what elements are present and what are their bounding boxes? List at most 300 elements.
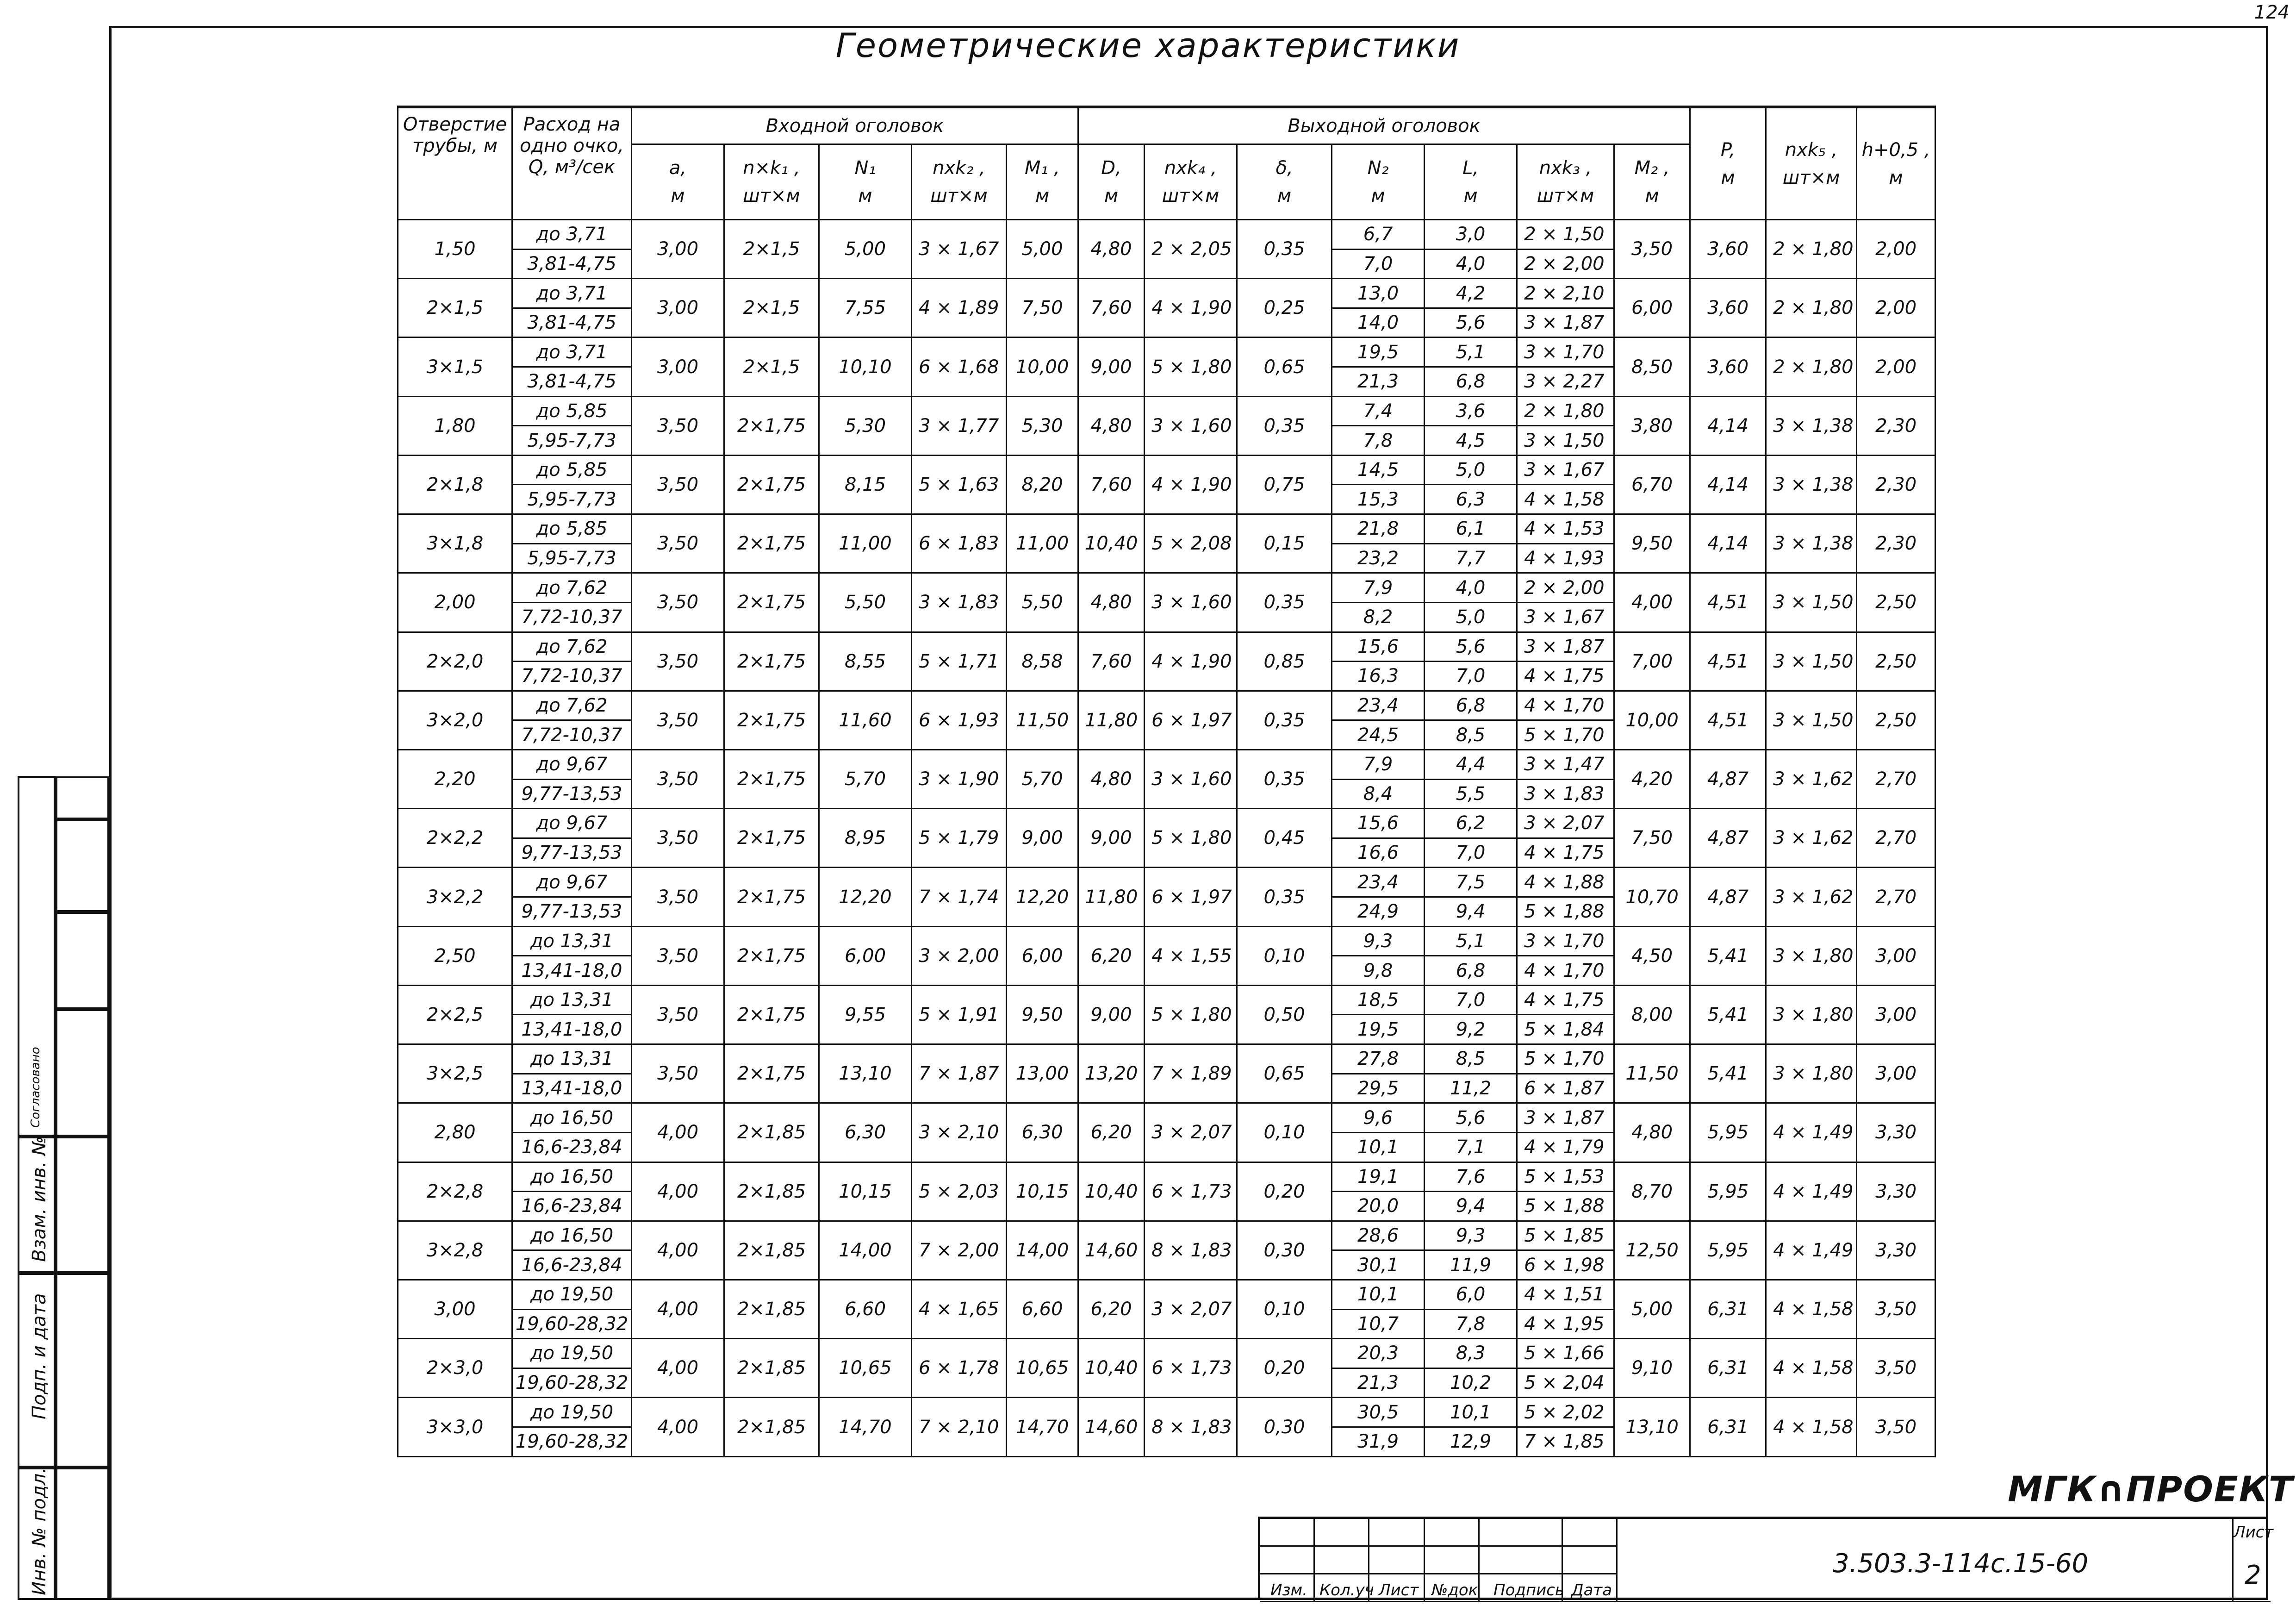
cell-N2: 20,3 — [1332, 1339, 1425, 1368]
cell-nk1: 2×1,75 — [724, 632, 819, 691]
cell-nk3: 2 × 1,80 — [1517, 396, 1614, 426]
cell-nk3: 3 × 2,27 — [1517, 367, 1614, 397]
cell-opening: 3×2,0 — [398, 691, 512, 750]
table-row — [398, 1280, 1935, 1309]
cell-N2: 21,8 — [1332, 514, 1425, 544]
cell-N2: 24,5 — [1332, 720, 1425, 750]
cell-flow-range: 13,41-18,0 — [512, 1015, 632, 1044]
table-row — [398, 1339, 1935, 1368]
cell-N2: 9,6 — [1332, 1103, 1425, 1133]
company-logo: МГК∩ПРОЕКТ — [2008, 1468, 2294, 1510]
cell-L: 4,0 — [1425, 573, 1517, 603]
cell-P: 4,51 — [1690, 691, 1766, 750]
cell-nk5: 3 × 1,80 — [1766, 926, 1857, 985]
cell-D: 4,80 — [1078, 573, 1145, 632]
cell-opening: 2,00 — [398, 573, 512, 632]
cell-M2: 8,50 — [1614, 337, 1690, 396]
cell-h: 2,70 — [1857, 750, 1935, 808]
table-row — [398, 1044, 1935, 1074]
cell-flow-upto: до 19,50 — [512, 1280, 632, 1309]
tb-label-list: Лист — [1379, 1581, 1419, 1599]
cell-N2: 19,1 — [1332, 1162, 1425, 1192]
cell-P: 6,31 — [1690, 1280, 1766, 1338]
cell-M1: 7,50 — [1007, 279, 1078, 337]
cell-M1: 5,70 — [1007, 750, 1078, 808]
cell-a: 3,50 — [632, 632, 724, 691]
table-row — [398, 1162, 1935, 1192]
cell-L: 4,2 — [1425, 279, 1517, 308]
cell-a: 3,50 — [632, 396, 724, 455]
cell-P: 4,14 — [1690, 396, 1766, 455]
page-title: Геометрические характеристики — [835, 26, 1461, 65]
cell-N1: 14,00 — [819, 1221, 912, 1280]
cell-opening: 2×3,0 — [398, 1339, 512, 1398]
cell-a: 4,00 — [632, 1162, 724, 1221]
cell-N1: 11,60 — [819, 691, 912, 750]
cell-nk4: 4 × 1,90 — [1145, 632, 1237, 691]
header-M1: M₁ , м — [1007, 144, 1078, 220]
cell-a: 4,00 — [632, 1221, 724, 1280]
cell-L: 9,2 — [1425, 1015, 1517, 1044]
cell-nk5: 3 × 1,50 — [1766, 632, 1857, 691]
cell-h: 2,00 — [1857, 337, 1935, 396]
cell-nk1: 2×1,5 — [724, 220, 819, 279]
cell-M2: 5,00 — [1614, 1280, 1690, 1338]
cell-delta: 0,45 — [1237, 809, 1332, 868]
cell-nk3: 3 × 1,67 — [1517, 455, 1614, 485]
cell-L: 7,0 — [1425, 985, 1517, 1015]
cell-h: 3,30 — [1857, 1162, 1935, 1221]
cell-L: 7,5 — [1425, 868, 1517, 897]
cell-nk5: 3 × 1,38 — [1766, 396, 1857, 455]
cell-L: 11,2 — [1425, 1074, 1517, 1103]
cell-M1: 14,00 — [1007, 1221, 1078, 1280]
cell-N2: 6,7 — [1332, 220, 1425, 250]
cell-M1: 11,00 — [1007, 514, 1078, 573]
header-flow: Расход на одно очко, Q, м³/сек — [512, 107, 632, 220]
cell-delta: 0,30 — [1237, 1398, 1332, 1457]
cell-N1: 6,00 — [819, 926, 912, 985]
side-label-inv: Инв. № подл. — [29, 1468, 50, 1595]
side-label-replace: Взам. инв. № — [29, 1136, 50, 1262]
table-row — [398, 926, 1935, 956]
cell-delta: 0,35 — [1237, 868, 1332, 926]
cell-opening: 3×1,8 — [398, 514, 512, 573]
tb-cell — [1315, 1519, 1369, 1547]
cell-D: 4,80 — [1078, 220, 1145, 279]
cell-M2: 7,50 — [1614, 809, 1690, 868]
cell-h: 2,30 — [1857, 514, 1935, 573]
cell-D: 4,80 — [1078, 750, 1145, 808]
side-line — [56, 910, 109, 914]
cell-N1: 10,10 — [819, 337, 912, 396]
cell-L: 6,1 — [1425, 514, 1517, 544]
header-N1: N₁ м — [819, 144, 912, 220]
cell-nk3: 3 × 1,67 — [1517, 602, 1614, 632]
header-D: D, м — [1078, 144, 1145, 220]
cell-nk2: 3 × 1,77 — [912, 396, 1007, 455]
cell-M2: 9,50 — [1614, 514, 1690, 573]
cell-nk5: 3 × 1,80 — [1766, 1044, 1857, 1103]
cell-opening: 2×2,5 — [398, 985, 512, 1044]
cell-h: 3,30 — [1857, 1103, 1935, 1162]
header-P: P, м — [1690, 107, 1766, 220]
cell-nk3: 5 × 1,88 — [1517, 897, 1614, 927]
tb-cell — [1425, 1547, 1480, 1574]
cell-nk3: 6 × 1,98 — [1517, 1250, 1614, 1280]
cell-M1: 10,00 — [1007, 337, 1078, 396]
cell-D: 6,20 — [1078, 1103, 1145, 1162]
cell-D: 9,00 — [1078, 809, 1145, 868]
table-row — [398, 337, 1935, 367]
cell-a: 3,50 — [632, 691, 724, 750]
cell-L: 3,6 — [1425, 396, 1517, 426]
header-opening: Отверстие трубы, м — [398, 107, 512, 220]
cell-D: 10,40 — [1078, 514, 1145, 573]
cell-nk3: 3 × 1,50 — [1517, 426, 1614, 456]
cell-nk3: 5 × 1,70 — [1517, 1044, 1614, 1074]
cell-nk1: 2×1,75 — [724, 1044, 819, 1103]
cell-opening: 3×1,5 — [398, 337, 512, 396]
cell-h: 2,00 — [1857, 279, 1935, 337]
cell-N2: 31,9 — [1332, 1427, 1425, 1456]
side-stamp-outer — [56, 776, 109, 1600]
cell-M2: 13,10 — [1614, 1398, 1690, 1457]
cell-opening: 3×2,2 — [398, 868, 512, 926]
cell-M2: 8,70 — [1614, 1162, 1690, 1221]
cell-N1: 7,55 — [819, 279, 912, 337]
cell-nk4: 3 × 1,60 — [1145, 750, 1237, 808]
cell-N2: 27,8 — [1332, 1044, 1425, 1074]
cell-nk4: 4 × 1,55 — [1145, 926, 1237, 985]
cell-nk3: 2 × 2,00 — [1517, 573, 1614, 603]
cell-N1: 5,70 — [819, 750, 912, 808]
cell-opening: 3×3,0 — [398, 1398, 512, 1457]
cell-L: 5,1 — [1425, 926, 1517, 956]
cell-N2: 7,4 — [1332, 396, 1425, 426]
cell-N2: 9,8 — [1332, 956, 1425, 986]
cell-N2: 7,9 — [1332, 750, 1425, 779]
cell-D: 7,60 — [1078, 632, 1145, 691]
header-nk4: nxk₄ , шт×м — [1145, 144, 1237, 220]
cell-P: 3,60 — [1690, 220, 1766, 279]
cell-nk3: 4 × 1,75 — [1517, 838, 1614, 868]
cell-nk4: 6 × 1,73 — [1145, 1339, 1237, 1398]
tb-cell — [1315, 1547, 1369, 1574]
cell-nk3: 2 × 2,00 — [1517, 249, 1614, 279]
cell-nk3: 6 × 1,87 — [1517, 1074, 1614, 1103]
tb-label-kolich: Кол.уч — [1319, 1581, 1374, 1599]
cell-nk3: 7 × 1,85 — [1517, 1427, 1614, 1456]
table-row — [398, 220, 1935, 250]
cell-nk4: 5 × 1,80 — [1145, 337, 1237, 396]
cell-a: 3,00 — [632, 279, 724, 337]
cell-D: 11,80 — [1078, 691, 1145, 750]
cell-h: 2,50 — [1857, 632, 1935, 691]
sheet-number: 2 — [2245, 1560, 2261, 1590]
cell-N2: 7,8 — [1332, 426, 1425, 456]
cell-M1: 14,70 — [1007, 1398, 1078, 1457]
cell-M2: 4,80 — [1614, 1103, 1690, 1162]
cell-M1: 8,58 — [1007, 632, 1078, 691]
header-delta: δ, м — [1237, 144, 1332, 220]
cell-flow-upto: до 5,85 — [512, 514, 632, 544]
cell-D: 10,40 — [1078, 1162, 1145, 1221]
cell-nk5: 3 × 1,50 — [1766, 573, 1857, 632]
cell-nk3: 4 × 1,51 — [1517, 1280, 1614, 1309]
cell-nk4: 6 × 1,97 — [1145, 868, 1237, 926]
table-row — [398, 455, 1935, 485]
cell-opening: 2×2,2 — [398, 809, 512, 868]
cell-M2: 7,00 — [1614, 632, 1690, 691]
cell-L: 10,2 — [1425, 1368, 1517, 1398]
cell-N1: 13,10 — [819, 1044, 912, 1103]
cell-P: 5,95 — [1690, 1221, 1766, 1280]
cell-P: 4,14 — [1690, 514, 1766, 573]
cell-nk3: 3 × 1,47 — [1517, 750, 1614, 779]
cell-h: 2,70 — [1857, 809, 1935, 868]
cell-flow-upto: до 13,31 — [512, 985, 632, 1015]
cell-nk5: 3 × 1,38 — [1766, 455, 1857, 514]
cell-L: 7,1 — [1425, 1132, 1517, 1162]
cell-nk3: 4 × 1,88 — [1517, 868, 1614, 897]
cell-flow-upto: до 3,71 — [512, 279, 632, 308]
cell-nk2: 6 × 1,93 — [912, 691, 1007, 750]
cell-N1: 6,60 — [819, 1280, 912, 1338]
cell-nk3: 4 × 1,53 — [1517, 514, 1614, 544]
cell-N2: 24,9 — [1332, 897, 1425, 927]
cell-nk3: 3 × 1,87 — [1517, 308, 1614, 337]
cell-delta: 0,35 — [1237, 396, 1332, 455]
cell-M1: 11,50 — [1007, 691, 1078, 750]
cell-N2: 23,4 — [1332, 691, 1425, 720]
table-row — [398, 396, 1935, 426]
cell-nk4: 8 × 1,83 — [1145, 1221, 1237, 1280]
cell-N1: 10,15 — [819, 1162, 912, 1221]
tb-label-ndok: №док — [1431, 1581, 1478, 1599]
cell-flow-range: 3,81-4,75 — [512, 308, 632, 337]
cell-M2: 3,50 — [1614, 220, 1690, 279]
cell-opening: 2,80 — [398, 1103, 512, 1162]
cell-a: 4,00 — [632, 1398, 724, 1457]
cell-h: 2,30 — [1857, 455, 1935, 514]
cell-nk2: 4 × 1,65 — [912, 1280, 1007, 1338]
cell-nk3: 5 × 1,70 — [1517, 720, 1614, 750]
cell-L: 6,0 — [1425, 1280, 1517, 1309]
cell-nk3: 5 × 1,85 — [1517, 1221, 1614, 1250]
cell-opening: 3×2,5 — [398, 1044, 512, 1103]
cell-M1: 6,00 — [1007, 926, 1078, 985]
header-nk5: nxk₅ , шт×м — [1766, 107, 1857, 220]
page-number: 124 — [2254, 2, 2290, 23]
cell-nk5: 3 × 1,62 — [1766, 750, 1857, 808]
cell-opening: 3×2,8 — [398, 1221, 512, 1280]
cell-N2: 7,0 — [1332, 249, 1425, 279]
table-row — [398, 514, 1935, 544]
cell-flow-upto: до 13,31 — [512, 926, 632, 956]
geometry-table — [397, 106, 1936, 1457]
cell-M2: 4,20 — [1614, 750, 1690, 808]
cell-flow-upto: до 3,71 — [512, 220, 632, 250]
cell-delta: 0,30 — [1237, 1221, 1332, 1280]
cell-nk3: 3 × 1,83 — [1517, 779, 1614, 809]
table-row — [398, 279, 1935, 308]
cell-P: 5,41 — [1690, 985, 1766, 1044]
table-row — [398, 573, 1935, 603]
cell-flow-range: 5,95-7,73 — [512, 543, 632, 573]
cell-D: 7,60 — [1078, 279, 1145, 337]
header-h: h+0,5 , м — [1857, 107, 1935, 220]
cell-nk3: 5 × 2,02 — [1517, 1398, 1614, 1427]
cell-h: 3,00 — [1857, 1044, 1935, 1103]
cell-nk3: 5 × 2,04 — [1517, 1368, 1614, 1398]
cell-nk2: 6 × 1,78 — [912, 1339, 1007, 1398]
cell-a: 3,00 — [632, 337, 724, 396]
cell-M2: 12,50 — [1614, 1221, 1690, 1280]
cell-P: 4,87 — [1690, 809, 1766, 868]
cell-flow-upto: до 16,50 — [512, 1221, 632, 1250]
cell-h: 3,50 — [1857, 1280, 1935, 1338]
cell-P: 3,60 — [1690, 337, 1766, 396]
cell-delta: 0,20 — [1237, 1162, 1332, 1221]
cell-D: 14,60 — [1078, 1398, 1145, 1457]
cell-opening: 3,00 — [398, 1280, 512, 1338]
cell-nk2: 6 × 1,83 — [912, 514, 1007, 573]
cell-nk5: 4 × 1,58 — [1766, 1398, 1857, 1457]
cell-M2: 6,70 — [1614, 455, 1690, 514]
table-row — [398, 809, 1935, 838]
cell-a: 3,50 — [632, 868, 724, 926]
cell-nk5: 4 × 1,58 — [1766, 1339, 1857, 1398]
cell-L: 9,4 — [1425, 1192, 1517, 1221]
cell-N1: 5,00 — [819, 220, 912, 279]
cell-nk2: 5 × 1,91 — [912, 985, 1007, 1044]
cell-nk5: 4 × 1,49 — [1766, 1103, 1857, 1162]
cell-nk4: 3 × 2,07 — [1145, 1280, 1237, 1338]
cell-L: 9,3 — [1425, 1221, 1517, 1250]
cell-nk4: 8 × 1,83 — [1145, 1398, 1237, 1457]
cell-delta: 0,65 — [1237, 337, 1332, 396]
cell-a: 4,00 — [632, 1280, 724, 1338]
cell-N1: 10,65 — [819, 1339, 912, 1398]
cell-opening: 2×1,5 — [398, 279, 512, 337]
header-N2: N₂ м — [1332, 144, 1425, 220]
cell-D: 6,20 — [1078, 1280, 1145, 1338]
cell-delta: 0,85 — [1237, 632, 1332, 691]
document-number: 3.503.3-114с.15-60 — [1833, 1549, 2089, 1579]
cell-nk1: 2×1,75 — [724, 396, 819, 455]
cell-flow-range: 19,60-28,32 — [512, 1427, 632, 1456]
cell-D: 9,00 — [1078, 337, 1145, 396]
cell-L: 4,4 — [1425, 750, 1517, 779]
cell-flow-range: 5,95-7,73 — [512, 485, 632, 514]
cell-nk3: 4 × 1,70 — [1517, 956, 1614, 986]
cell-nk2: 3 × 1,83 — [912, 573, 1007, 632]
cell-h: 2,00 — [1857, 220, 1935, 279]
cell-flow-range: 3,81-4,75 — [512, 249, 632, 279]
cell-delta: 0,75 — [1237, 455, 1332, 514]
cell-flow-upto: до 19,50 — [512, 1398, 632, 1427]
cell-h: 2,50 — [1857, 573, 1935, 632]
cell-nk3: 4 × 1,93 — [1517, 543, 1614, 573]
cell-L: 9,4 — [1425, 897, 1517, 927]
tb-cell — [1369, 1547, 1425, 1574]
cell-a: 3,50 — [632, 1044, 724, 1103]
cell-a: 3,50 — [632, 455, 724, 514]
cell-nk4: 3 × 1,60 — [1145, 573, 1237, 632]
cell-P: 5,41 — [1690, 926, 1766, 985]
cell-nk3: 4 × 1,75 — [1517, 985, 1614, 1015]
cell-h: 3,50 — [1857, 1398, 1935, 1457]
cell-N2: 14,5 — [1332, 455, 1425, 485]
cell-flow-range: 7,72-10,37 — [512, 720, 632, 750]
cell-M2: 4,50 — [1614, 926, 1690, 985]
cell-N2: 30,5 — [1332, 1398, 1425, 1427]
cell-L: 7,8 — [1425, 1309, 1517, 1339]
cell-L: 5,6 — [1425, 1103, 1517, 1133]
title-block — [1258, 1517, 2268, 1600]
cell-nk2: 5 × 1,71 — [912, 632, 1007, 691]
side-stamp — [18, 776, 109, 1600]
header-nk1: n×k₁ , шт×м — [724, 144, 819, 220]
cell-delta: 0,35 — [1237, 220, 1332, 279]
cell-delta: 0,65 — [1237, 1044, 1332, 1103]
cell-nk3: 3 × 1,87 — [1517, 1103, 1614, 1133]
cell-N1: 8,55 — [819, 632, 912, 691]
cell-L: 11,9 — [1425, 1250, 1517, 1280]
cell-M1: 9,00 — [1007, 809, 1078, 868]
cell-N2: 29,5 — [1332, 1074, 1425, 1103]
cell-D: 10,40 — [1078, 1339, 1145, 1398]
cell-L: 3,0 — [1425, 220, 1517, 250]
cell-D: 4,80 — [1078, 396, 1145, 455]
cell-L: 8,3 — [1425, 1339, 1517, 1368]
cell-N1: 5,30 — [819, 396, 912, 455]
cell-flow-upto: до 7,62 — [512, 691, 632, 720]
cell-delta: 0,20 — [1237, 1339, 1332, 1398]
cell-N1: 14,70 — [819, 1398, 912, 1457]
cell-nk1: 2×1,5 — [724, 279, 819, 337]
cell-N1: 8,95 — [819, 809, 912, 868]
cell-nk5: 2 × 1,80 — [1766, 279, 1857, 337]
cell-D: 7,60 — [1078, 455, 1145, 514]
cell-N1: 9,55 — [819, 985, 912, 1044]
cell-N2: 15,6 — [1332, 632, 1425, 662]
tb-cell — [1425, 1519, 1480, 1547]
cell-nk2: 5 × 1,79 — [912, 809, 1007, 868]
cell-nk2: 4 × 1,89 — [912, 279, 1007, 337]
cell-nk3: 5 × 1,88 — [1517, 1192, 1614, 1221]
cell-nk5: 3 × 1,80 — [1766, 985, 1857, 1044]
cell-M1: 5,00 — [1007, 220, 1078, 279]
cell-nk4: 4 × 1,90 — [1145, 279, 1237, 337]
cell-N2: 16,6 — [1332, 838, 1425, 868]
cell-a: 3,50 — [632, 750, 724, 808]
cell-N2: 13,0 — [1332, 279, 1425, 308]
cell-nk2: 3 × 1,67 — [912, 220, 1007, 279]
tb-label-izm: Изм. — [1270, 1581, 1307, 1599]
cell-nk5: 3 × 1,62 — [1766, 868, 1857, 926]
cell-L: 6,8 — [1425, 367, 1517, 397]
cell-L: 5,1 — [1425, 337, 1517, 367]
cell-N2: 8,4 — [1332, 779, 1425, 809]
cell-L: 5,0 — [1425, 602, 1517, 632]
header-L: L, м — [1425, 144, 1517, 220]
cell-nk3: 4 × 1,58 — [1517, 485, 1614, 514]
cell-nk1: 2×1,75 — [724, 868, 819, 926]
cell-nk4: 4 × 1,90 — [1145, 455, 1237, 514]
tb-cell — [1480, 1547, 1563, 1574]
